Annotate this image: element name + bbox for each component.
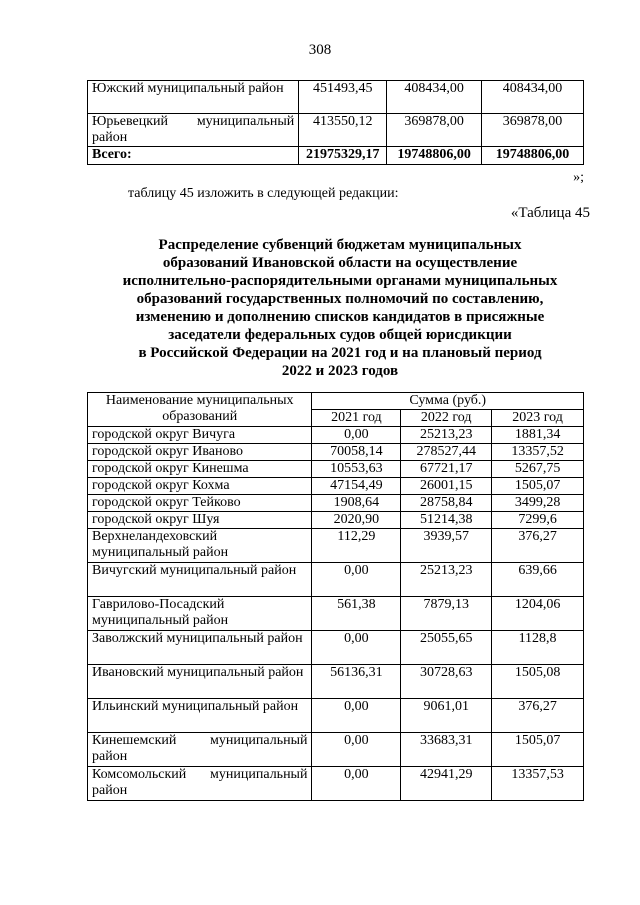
table-row xyxy=(88,512,584,529)
row-value-2021: 0,00 xyxy=(312,427,401,444)
table-row xyxy=(88,114,584,147)
row-value-2023: 1505,08 xyxy=(492,665,584,699)
row-name: городской округ Шуя xyxy=(88,512,312,529)
row-value-2023: 3499,28 xyxy=(492,495,584,512)
row-value-2023: 1505,07 xyxy=(492,733,584,767)
row-value-2021: 112,29 xyxy=(312,529,401,563)
instruction-text: таблицу 45 изложить в следующей редакции: xyxy=(128,186,399,201)
table-row xyxy=(88,495,584,512)
table-row xyxy=(88,478,584,495)
row-value-2021: 0,00 xyxy=(312,733,401,767)
row-value-2022: 3939,57 xyxy=(401,529,492,563)
row-value-2022: 369878,00 xyxy=(387,114,482,147)
title-line: исполнительно-распорядительными органами муниципальных xyxy=(122,273,558,289)
row-name: городской округ Тейково xyxy=(88,495,312,512)
row-value-2022: 278527,44 xyxy=(401,444,492,461)
row-name: Ивановский муниципальный район xyxy=(88,665,312,699)
row-name: городской округ Кохма xyxy=(88,478,312,495)
title-line: образований Ивановской области на осуществление xyxy=(162,255,518,271)
total-value-2023: 19748806,00 xyxy=(482,147,584,165)
row-value-2023: 376,27 xyxy=(492,699,584,733)
row-value-2022: 42941,29 xyxy=(401,767,492,801)
table-row xyxy=(88,529,584,563)
row-value-2021: 2020,90 xyxy=(312,512,401,529)
row-value-2021: 0,00 xyxy=(312,563,401,597)
header-year-2022: 2022 год xyxy=(401,410,492,427)
row-name: Южский муниципальный район xyxy=(88,81,299,114)
table-row xyxy=(88,427,584,444)
table-title xyxy=(90,236,590,380)
row-name: Комсомольский муниципальный район xyxy=(88,767,312,801)
closing-quote: »; xyxy=(573,170,584,185)
row-value-2021: 561,38 xyxy=(312,597,401,631)
row-name: Верхнеландеховский муниципальный район xyxy=(88,529,312,563)
total-value-2022: 19748806,00 xyxy=(387,147,482,165)
table-row xyxy=(88,699,584,733)
row-value-2021: 10553,63 xyxy=(312,461,401,478)
row-name: Ильинский муниципальный район xyxy=(88,699,312,733)
row-value-2021: 47154,49 xyxy=(312,478,401,495)
row-value-2022: 26001,15 xyxy=(401,478,492,495)
row-value-2023: 639,66 xyxy=(492,563,584,597)
row-value-2022: 33683,31 xyxy=(401,733,492,767)
row-value-2022: 30728,63 xyxy=(401,665,492,699)
row-value-2022: 9061,01 xyxy=(401,699,492,733)
title-line: изменению и дополнению списков кандидатов в присяжные xyxy=(135,309,545,325)
row-name: Кинешемский муниципальный район xyxy=(88,733,312,767)
row-value-2023: 369878,00 xyxy=(482,114,584,147)
row-value-2022: 28758,84 xyxy=(401,495,492,512)
row-value-2023: 13357,52 xyxy=(492,444,584,461)
row-value-2022: 67721,17 xyxy=(401,461,492,478)
row-value-2023: 5267,75 xyxy=(492,461,584,478)
row-name: городской округ Иваново xyxy=(88,444,312,461)
table-row xyxy=(88,563,584,597)
top-table xyxy=(87,80,584,165)
row-value-2023: 1505,07 xyxy=(492,478,584,495)
header-sum-col: Сумма (руб.) xyxy=(312,393,584,410)
table-row xyxy=(88,461,584,478)
total-label: Всего: xyxy=(88,147,299,165)
title-line: 2022 и 2023 годов xyxy=(281,363,399,379)
row-value-2022: 25055,65 xyxy=(401,631,492,665)
header-name-col: Наименование муниципальных образований xyxy=(88,393,312,427)
total-value-2021: 21975329,17 xyxy=(299,147,387,165)
row-name: Заволжский муниципальный район xyxy=(88,631,312,665)
row-value-2022: 408434,00 xyxy=(387,81,482,114)
row-value-2021: 70058,14 xyxy=(312,444,401,461)
row-value-2022: 25213,23 xyxy=(401,427,492,444)
table-row xyxy=(88,631,584,665)
table-row xyxy=(88,733,584,767)
main-table xyxy=(87,392,584,801)
title-line: заседатели федеральных судов общей юрисдикции xyxy=(168,327,512,343)
row-name: городской округ Кинешма xyxy=(88,461,312,478)
row-value-2021: 0,00 xyxy=(312,767,401,801)
total-row xyxy=(88,147,584,165)
page-number: 308 xyxy=(308,42,332,58)
title-line: Распределение субвенций бюджетам муниципальных xyxy=(158,237,522,253)
row-name: городской округ Вичуга xyxy=(88,427,312,444)
row-value-2023: 376,27 xyxy=(492,529,584,563)
row-name: Вичугский муниципальный район xyxy=(88,563,312,597)
title-line: в Российской Федерации на 2021 год и на плановый период xyxy=(138,345,542,361)
table-row xyxy=(88,81,584,114)
row-value-2022: 7879,13 xyxy=(401,597,492,631)
row-value-2021: 0,00 xyxy=(312,631,401,665)
table-row xyxy=(88,444,584,461)
row-value-2021: 56136,31 xyxy=(312,665,401,699)
row-value-2021: 0,00 xyxy=(312,699,401,733)
table-row xyxy=(88,767,584,801)
table-label: «Таблица 45 xyxy=(510,205,590,221)
title-line: образований государственных полномочий по составлению, xyxy=(136,291,544,307)
row-value-2023: 408434,00 xyxy=(482,81,584,114)
row-value-2023: 7299,6 xyxy=(492,512,584,529)
row-value-2021: 413550,12 xyxy=(299,114,387,147)
row-name: Юрьевецкий муниципальный район xyxy=(88,114,299,147)
row-name: Гаврилово-Посадский муниципальный район xyxy=(88,597,312,631)
row-value-2023: 1128,8 xyxy=(492,631,584,665)
header-year-2021: 2021 год xyxy=(312,410,401,427)
header-year-2023: 2023 год xyxy=(492,410,584,427)
row-value-2023: 13357,53 xyxy=(492,767,584,801)
row-value-2022: 25213,23 xyxy=(401,563,492,597)
table-row xyxy=(88,665,584,699)
row-value-2022: 51214,38 xyxy=(401,512,492,529)
row-value-2021: 1908,64 xyxy=(312,495,401,512)
row-value-2021: 451493,45 xyxy=(299,81,387,114)
row-value-2023: 1881,34 xyxy=(492,427,584,444)
table-row xyxy=(88,597,584,631)
row-value-2023: 1204,06 xyxy=(492,597,584,631)
